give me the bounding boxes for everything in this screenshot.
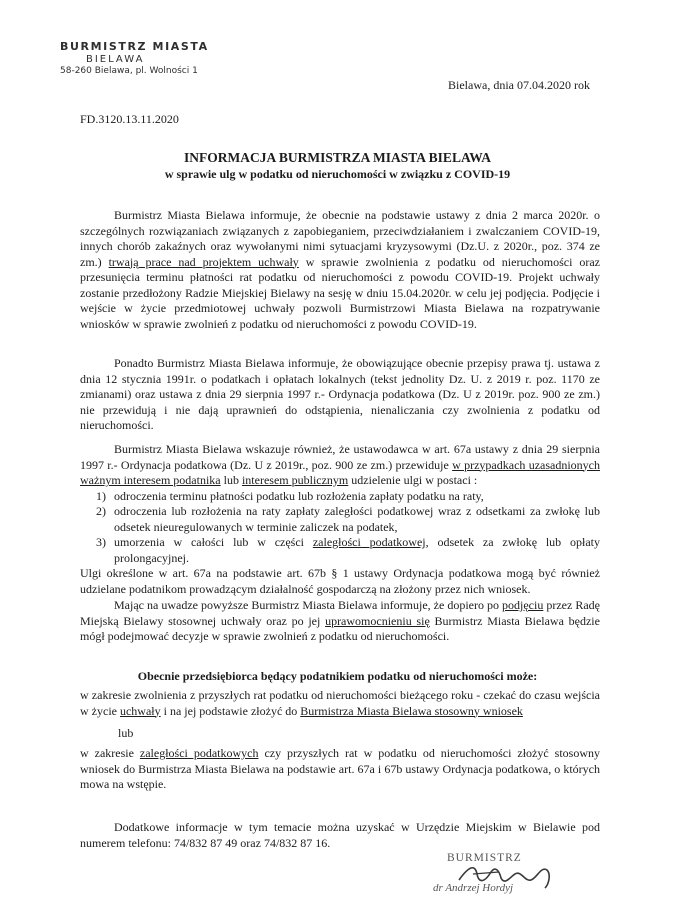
section-heading: Obecnie przedsiębiorca będący podatnikiem podatku od nieruchomości może: (137, 669, 538, 683)
office-stamp (60, 40, 209, 76)
or-separator: lub (118, 726, 134, 740)
paragraph-1: Burmistrz Miasta Bielawa informuje, że obecnie na podstawie ustawy z dnia 2 marca 2020r. o szczególnych rozwiązaniach związanych z zapobieganiem, przeciwdziałaniem i zwalczaniem COVID-19, innych chorób zakaźnych oraz wywołanymi nimi sytuacjami kryzysowymi (Dz.U. z 2020r., poz. 374 ze zm.) trwają prace nad projektem uchwały w sprawie zwolnienia z podatku od nieruchomości oraz przesunięcia terminu płatności rat podatku od nieruchomości z powodu COVID-19. Projekt uchwały zostanie przedłożony Radzie Miejskiej Bielawy na sesję w dniu 15.04.2020r. w celu jej podjęcia. Podjęcie i wejście w życie przedmiotowej uchwały pozwoli Burmistrzowi Miasta Bielawa na rozpatrywanie wniosków w sprawie zwolnień z podatku od nieruchomości z powodu COVID-19. (80, 208, 601, 331)
paragraph-3: Burmistrz Miasta Bielawa wskazuje również, że ustawodawca w art. 67a ustawy z dnia 29 sierpnia 1997 r.- Ordynacja podatkowa (Dz. U z 2019r., poz. 900 ze zm.) przewiduje w przypadkach uzasadnionych ważnym interesem podatnika lub interesem publicznym udzielenie ulgi w postaci : 1) odroczenia terminu płatności podatku lub rozłożenia zapłaty podatku na raty, 2) odroczenia lub rozłożenia na raty zapłaty zaległości podatkowej wraz z odsetkami za zwłokę lub odsetek nieuregulowanych w terminie zaliczek na podatek, 3) umorzenia w całości lub w części zaległości podatkowej, odsetek za zwłokę lub opłaty prolongacyjnej. Ulgi określone w art. 67a na podstawie art. 67b § 1 ustawy Ordynacja podatkowa mogą być również udzielane podatnikom prowadzącym działalność gospodarczą na złożony przez nich wniosek. (80, 442, 601, 596)
list-item: 1) odroczenia terminu płatności podatku lub rozłożenia zapłaty podatku na raty, (96, 488, 484, 503)
signature-title: BURMISTRZ (447, 852, 522, 864)
document-title: INFORMACJA BURMISTRZA MIASTA BIELAWA (184, 150, 491, 165)
list-item: 3) umorzenia w całości lub w części zaległości podatkowej, odsetek za zwłokę lub opłaty prolongacyjnej. (96, 535, 600, 565)
reference-number: FD.3120.13.11.2020 (80, 112, 179, 126)
stamp-line-city: BIELAWA (86, 54, 145, 65)
relief-list (80, 489, 600, 567)
option-2: w zakresie zaległości podatkowych czy przyszłych rat w podatku od nieruchomości złożyć stosowny wniosek do Burmistrza Miasta Bielawa na podstawie art. 67a i 67b ustawy Ordynacja podatkowa, o których mowa na wstępie. (80, 746, 600, 791)
stamp-line-address: 58-260 Bielawa, pl. Wolności 1 (60, 66, 198, 76)
signatory-name: dr Andrzej Hordyj (433, 882, 514, 894)
paragraph-2: Ponadto Burmistrz Miasta Bielawa informuje, że obowiązujące obecnie przepisy prawa tj. ustawa z dnia 12 stycznia 1991r. o podatkach i opłatach lokalnych (tekst jednolity Dz. U. z 2019 r. poz. 1170 ze zmianami) oraz ustawa z dnia 29 sierpnia 1997 r.- Ordynacja podatkowa (Dz. U z 2019r. poz. 900 ze zm.) nie przewidują i nie dają uprawnień do odstąpienia, nienaliczania czy zwolnienia z podatku od nieruchomości. (80, 356, 600, 432)
underlined-phrase: trwają prace nad projektem uchwały (108, 254, 299, 269)
contact-paragraph: Dodatkowe informacje w tym temacie można uzyskać w Urzędzie Miejskim w Bielawie pod numerem telefonu: 74/832 87 49 oraz 74/832 87 16. (80, 820, 600, 850)
option-1: w zakresie zwolnienia z przyszłych rat podatku od nieruchomości bieżącego roku - czekać do czasu wejścia w życie uchwały i na jej podstawie złożyć do Burmistrza Miasta Bielawa stosowny wniosek (80, 688, 600, 718)
stamp-line-title: BURMISTRZ MIASTA (60, 40, 209, 53)
document-subtitle: w sprawie ulg w podatku od nieruchomości w związku z COVID-19 (164, 167, 511, 181)
signature-block (425, 850, 585, 900)
list-item: 2) odroczenia lub rozłożenia na raty zapłaty zaległości podatkowej wraz z odsetkami za zwłokę lub odsetek nieuregulowanych w terminie zaliczek na podatek, (96, 504, 600, 534)
paragraph-5: Mając na uwadze powyższe Burmistrz Miasta Bielawa informuje, że dopiero po podjęciu przez Radę Miejską Bielawy stosownej uchwały oraz po jej uprawomocnieniu się Burmistrz Miasta Bielawa będzie mógł podejmować decyzje w sprawie zwolnień z podatku od nieruchomości. (80, 598, 600, 643)
paragraph-4: Ulgi określone w art. 67a na podstawie art. 67b § 1 ustawy Ordynacja podatkowa mogą być również udzielane podatnikom prowadzącym działalność gospodarczą na złożony przez nich wniosek. (80, 566, 600, 596)
document-date: Bielawa, dnia 07.04.2020 rok (448, 78, 590, 92)
